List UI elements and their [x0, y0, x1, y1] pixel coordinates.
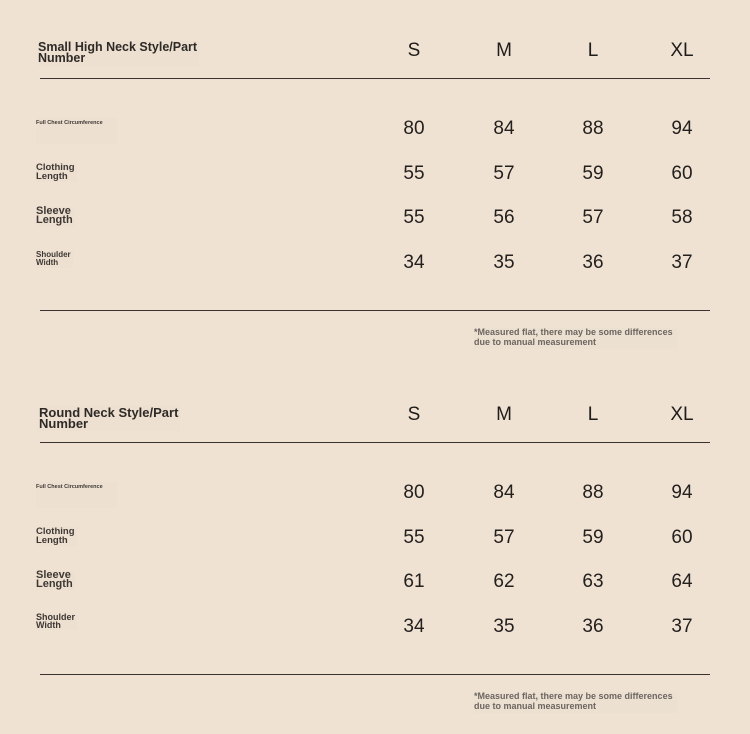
table-cell: 37 [671, 252, 693, 273]
table-cell: 34 [403, 616, 425, 637]
table-cell: 34 [403, 252, 425, 273]
row-label-chest: Full Chest Circumference [36, 482, 117, 508]
table-cell: 80 [403, 482, 425, 503]
table-cell: 80 [403, 118, 425, 139]
table-cell: 58 [671, 207, 693, 228]
table-cell: 63 [582, 571, 604, 592]
size-header-l: L [587, 40, 599, 61]
table-cell: 35 [493, 252, 515, 273]
table-cell: 94 [671, 482, 693, 503]
measurement-note: *Measured flat, there may be some differences due to manual measurement [474, 328, 677, 349]
table-cell: 84 [493, 482, 515, 503]
row-label-chest: Full Chest Circumference [36, 118, 117, 144]
table-cell: 60 [671, 527, 693, 548]
header-divider [40, 78, 710, 79]
row-label-shoulder: Shoulder Width [36, 250, 71, 267]
size-header-s: S [407, 404, 421, 425]
table-cell: 60 [671, 163, 693, 184]
size-header-xl: XL [670, 404, 694, 425]
table-cell: 61 [403, 571, 425, 592]
header-divider [40, 442, 710, 443]
row-label-shoulder: Shoulder Width [36, 612, 76, 630]
table-cell: 88 [582, 118, 604, 139]
row-label-length: Clothing Length [36, 526, 75, 546]
size-chart-round-neck [0, 364, 750, 728]
table-cell: 64 [671, 571, 693, 592]
table-cell: 56 [493, 207, 515, 228]
table-bottom-divider [40, 674, 710, 675]
size-chart-high-neck [0, 0, 750, 364]
row-label-sleeve: Sleeve Length [36, 205, 73, 226]
table-cell: 36 [582, 252, 604, 273]
table-cell: 57 [493, 527, 515, 548]
row-label-sleeve: Sleeve Length [36, 569, 73, 590]
table-cell: 57 [493, 163, 515, 184]
size-header-xl: XL [670, 40, 694, 61]
table-cell: 84 [493, 118, 515, 139]
table-cell: 59 [582, 163, 604, 184]
table-cell: 55 [403, 207, 425, 228]
table-cell: 37 [671, 616, 693, 637]
table-cell: 57 [582, 207, 604, 228]
table-cell: 35 [493, 616, 515, 637]
size-header-m: M [496, 40, 512, 61]
table-title: Round Neck Style/Part Number [39, 405, 179, 431]
table-cell: 62 [493, 571, 515, 592]
table-title: Small High Neck Style/Part Number [38, 40, 198, 65]
table-cell: 94 [671, 118, 693, 139]
size-header-s: S [407, 40, 421, 61]
measurement-note: *Measured flat, there may be some differences due to manual measurement [474, 692, 677, 713]
row-label-length: Clothing Length [36, 162, 75, 182]
table-bottom-divider [40, 310, 710, 311]
size-header-m: M [496, 404, 512, 425]
table-cell: 88 [582, 482, 604, 503]
table-cell: 55 [403, 527, 425, 548]
table-cell: 36 [582, 616, 604, 637]
size-header-l: L [587, 404, 599, 425]
table-cell: 55 [403, 163, 425, 184]
table-cell: 59 [582, 527, 604, 548]
